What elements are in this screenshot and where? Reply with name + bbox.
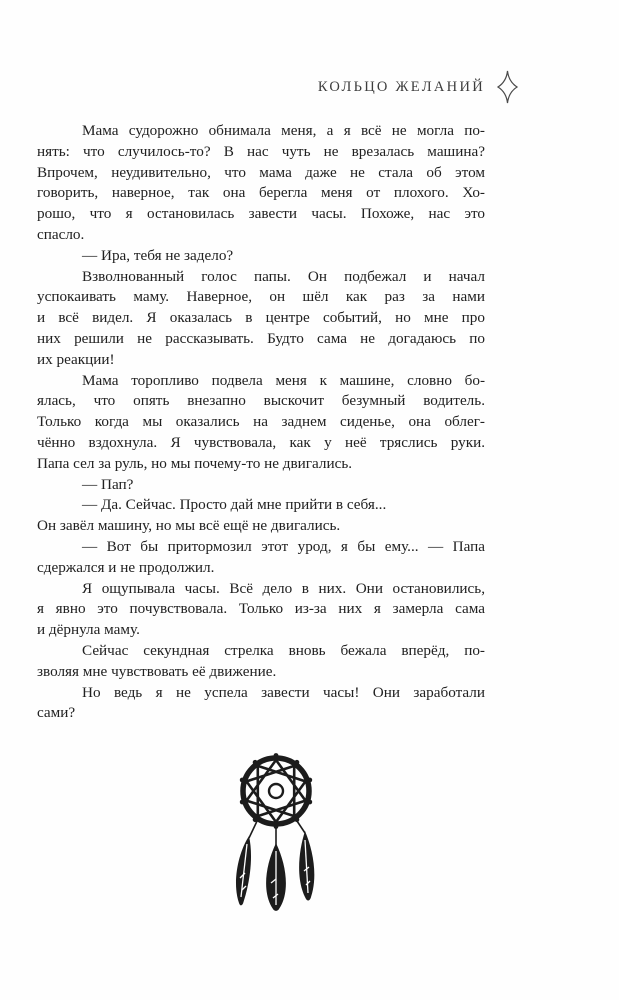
four-pointed-sparkle-icon [497, 70, 518, 104]
paragraph [37, 267, 485, 371]
text-line: — Вот бы притормозил этот урод, я бы ему... — Папа [82, 537, 485, 555]
text-line: я явно это почувствовала. Только из-за них я замерла сама [37, 600, 485, 618]
text-line: и всё видел. Я оказалась в центре событий, но мне про [37, 309, 485, 327]
text-line: — Ира, тебя не задело? [82, 246, 234, 264]
text-line: них решили не рассказывать. Будто сама не догадаюсь по [37, 329, 485, 347]
text-line: чённо вздохнула. Я чувствовала, как у неё тряслись руки. [37, 433, 485, 451]
running-title: КОЛЬЦО ЖЕЛАНИЙ [317, 78, 485, 95]
text-line: рошо, что я остановилась завести часы. Похоже, нас это [37, 205, 485, 223]
text-line: Сейчас секундная стрелка вновь бежала вперёд, по- [82, 641, 485, 659]
text-line: ялась, что опять внезапно выскочит безумный водитель. [37, 392, 485, 410]
text-line: зволяя мне чувствовать её движение. [37, 662, 277, 680]
paragraph [37, 579, 485, 641]
text-line: говорить, наверное, так она берегла меня от плохого. Хо- [37, 184, 485, 202]
text-line: сами? [37, 704, 76, 722]
text-line: Мама судорожно обнимала меня, а я всё не могла по- [82, 122, 485, 139]
text-line: — Да. Сейчас. Просто дай мне прийти в себя... [82, 496, 387, 514]
paragraph [37, 516, 485, 537]
text-line: спасло. [37, 225, 85, 243]
paragraph [37, 495, 485, 516]
text-line: сдержался и не продолжил. [37, 558, 215, 576]
paragraph [37, 371, 485, 475]
paragraph [37, 683, 485, 725]
text-line: и дёрнула маму. [37, 621, 140, 639]
paragraph [37, 475, 485, 496]
text-line: Только когда мы оказались на заднем сиденье, она облег- [37, 413, 485, 431]
text-line: их реакции! [37, 350, 115, 368]
text-line: успокаивать маму. Наверное, он шёл как раз за нами [37, 288, 485, 306]
page-header [318, 70, 518, 104]
text-line: Папа сел за руль, но мы почему-то не двигались. [37, 454, 353, 472]
text-line: Мама торопливо подвела меня к машине, словно бо- [82, 371, 485, 389]
text-line: Впрочем, неудивительно, что мама даже не стала об этом [37, 163, 485, 181]
dreamcatcher-icon [201, 743, 351, 913]
dreamcatcher-ornament [201, 743, 351, 913]
text-line: нять: что случилось-то? В нас чуть не врезалась машина? [37, 142, 485, 160]
text-line: Я ощупывала часы. Всё дело в них. Они остановились, [82, 579, 485, 597]
paragraph [37, 641, 485, 683]
text-line: Но ведь я не успела завести часы! Они заработали [82, 683, 485, 701]
paragraph [37, 121, 485, 246]
text-line: Взволнованный голос папы. Он подбежал и начал [82, 267, 485, 285]
paragraph [37, 537, 485, 579]
text-line: — Пап? [82, 475, 134, 493]
body-text [37, 121, 485, 724]
text-line: Он завёл машину, но мы всё ещё не двигались. [37, 517, 341, 535]
paragraph [37, 246, 485, 267]
